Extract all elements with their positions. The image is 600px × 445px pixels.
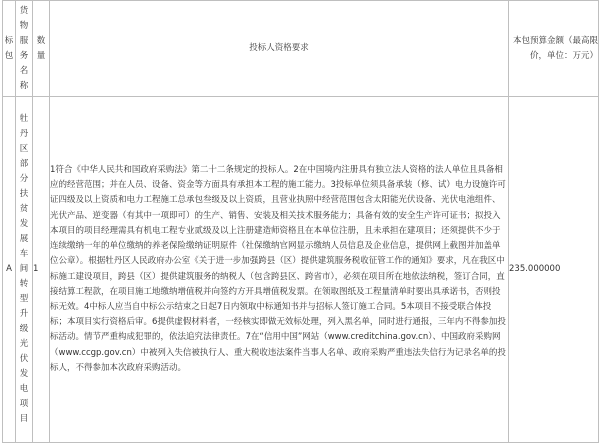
header-quantity: 数量 (33, 1, 50, 97)
header-package-id: 标包 (3, 1, 16, 97)
header-row (3, 1, 599, 97)
quantity-cell: 1 (33, 97, 50, 443)
goods-name-cell: 牡丹区部分扶贫发展车间转型升级光伏发电项目 (16, 97, 33, 443)
procurement-table (2, 0, 599, 443)
package-id-cell: A (3, 97, 16, 443)
header-budget: 本包预算金额（最高限价，单位：万元） (509, 1, 599, 97)
header-goods-name: 货物服务名称 (16, 1, 33, 97)
requirements-cell: 1符合《中华人民共和国政府采购法》第二十二条规定的投标人。2在中国境内注册具有独立法人资格的法人单位且具备相应的经营范围；并在人员、设备、资金等方面具有承担本工程的施工能力。3投标单位须具备承装（修、试）电力设施许可证四级及以上资质和电力工程施工总承包叁级及以上资质，且营业执照中经营范围包含太阳能光伏设备、光伏电池组件、光伏产品、逆变器（有其中一项即可）的生产、销售、安装及相关技术服务能力；具备有效的安全生产许可证书；拟投入本项目的项目经理需具有机电工程专业贰级及以上注册建造师资格且在本单位注册，且未承担在建项目；还须提供不少于连续缴纳一年的单位缴纳的养老保险缴纳证明原件（社保缴纳官网显示缴纳人员信息及企业信息，提供网上截图并加盖单位公章）。根据牡丹区人民政府办公室《关于进一步加强跨县（区）提供建筑服务税收征管工作的通知》要求，凡在我区中标施工建设项目，跨县（区）提供建筑服务的纳税人（包含跨县区、跨省市），必须在项目所在地依法纳税，签订合同，直接结算工程款，在项目施工地缴纳增值税并向签约方开具增值税发票。在领取图纸及工程量清单时要出具承诺书，否则投标无效。4中标人应当自中标公示结束之日起7日内领取中标通知书并与招标人签订施工合同。5本项目不接受联合体投标；本项目实行资格后审。6提供虚假材料者，一经核实即做无效标处理，列入黑名单，同时进行通报，三年内不得参加投标活动。情节严重构成犯罪的，依法追究法律责任。7在“信用中国”网站（www.creditchina.gov.cn）、中国政府采购网（www.ccgp.gov.cn）中被列入失信被执行人、重大税收违法案件当事人名单、政府采购严重违法失信行为记录名单的投标人，不得参加本次政府采购活动。 (50, 97, 509, 443)
budget-cell: 235.000000 (509, 97, 599, 443)
header-requirements: 投标人资格要求 (50, 1, 509, 97)
table-row (3, 97, 599, 443)
